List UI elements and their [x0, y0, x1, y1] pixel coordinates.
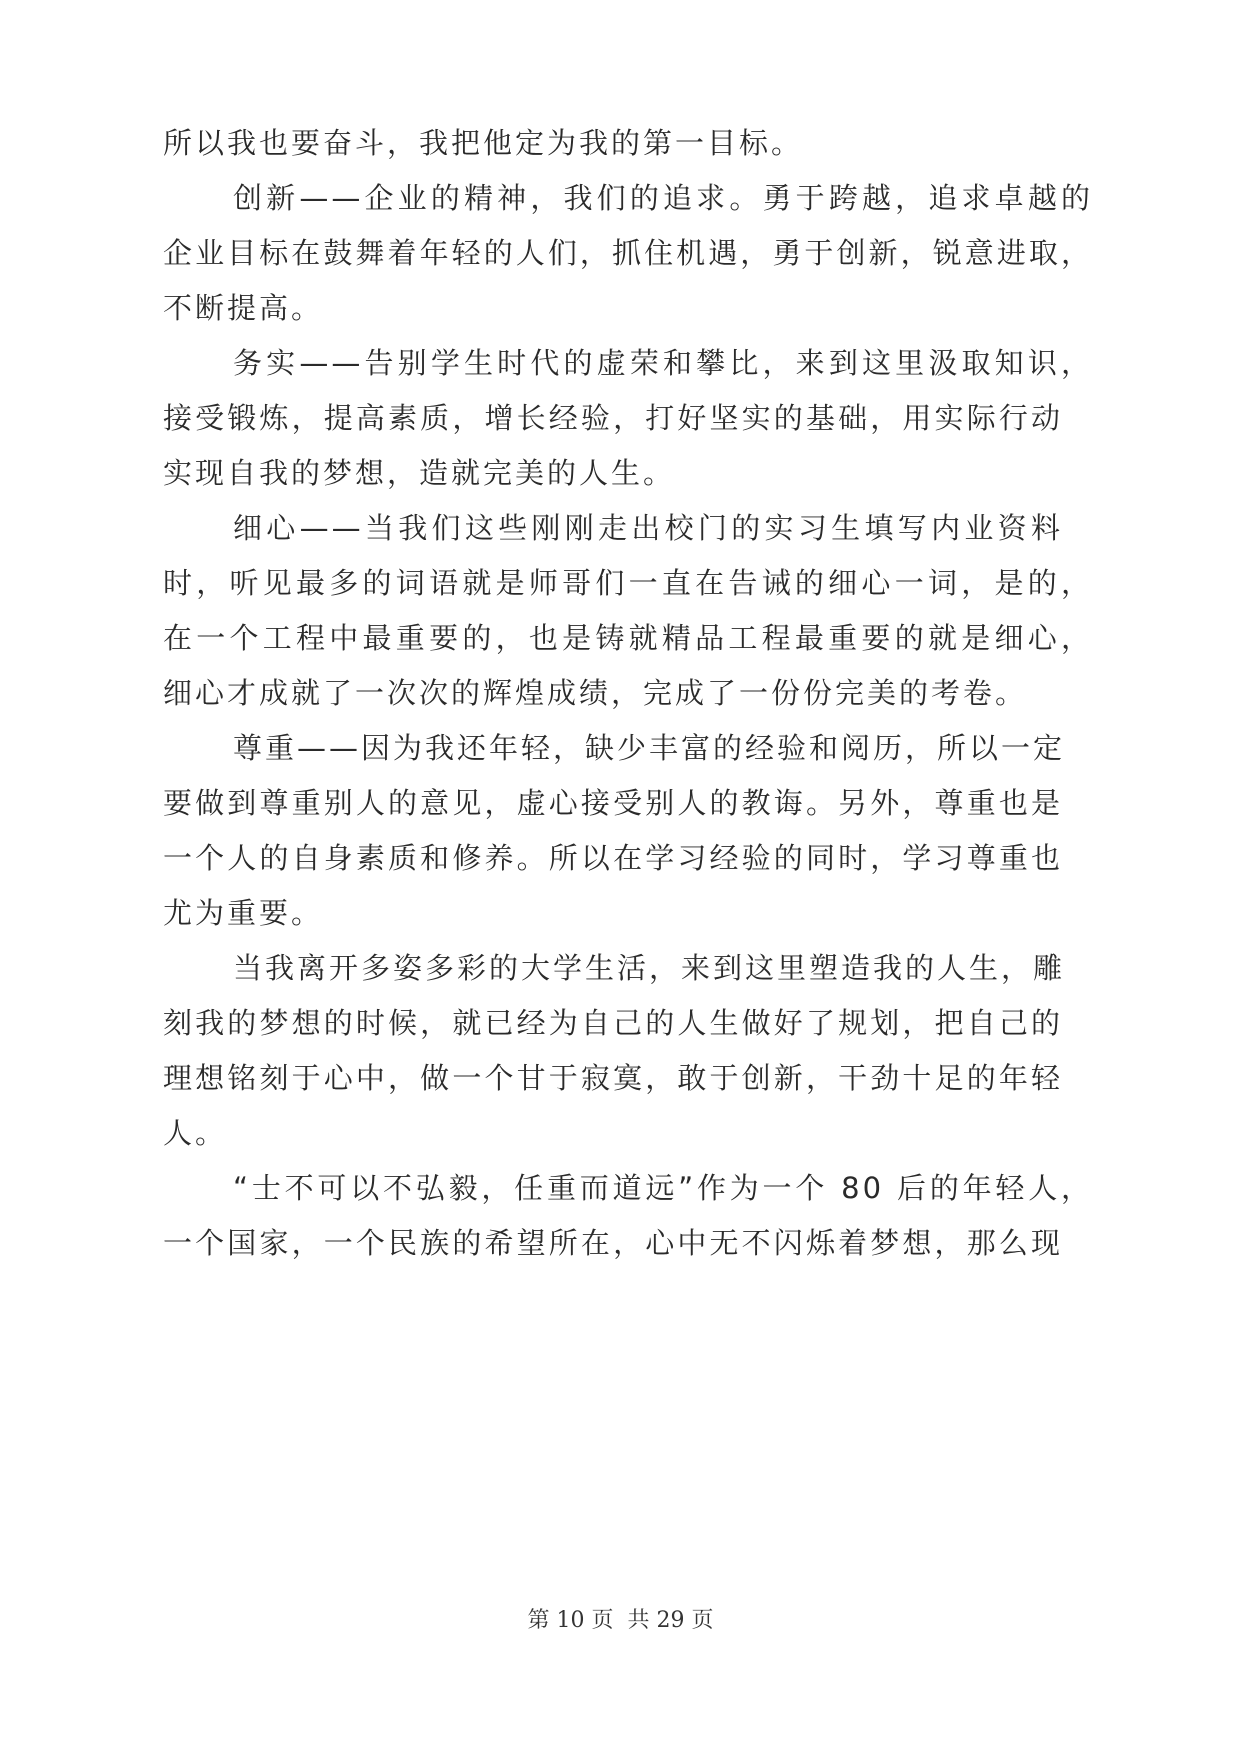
- text-line: 一个国家，一个民族的希望所在，心中无不闪烁着梦想，那么现: [163, 1226, 1063, 1260]
- text-line: 企业目标在鼓舞着年轻的人们，抓住机遇，勇于创新，锐意进取，: [163, 236, 1093, 270]
- text-line: 细心——当我们这些刚刚走出校门的实习生填写内业资料: [233, 511, 1063, 545]
- text-line: 务实——告别学生时代的虚荣和攀比，来到这里汲取知识，: [233, 346, 1093, 380]
- page-total: 共 29 页: [627, 1608, 714, 1633]
- text-line: 要做到尊重别人的意见，虚心接受别人的教诲。另外，尊重也是: [163, 786, 1063, 820]
- text-line: 尊重——因为我还年轻，缺少丰富的经验和阅历，所以一定: [233, 731, 1066, 765]
- text-line: 创新——企业的精神，我们的追求。勇于跨越，追求卓越的: [233, 181, 1093, 215]
- text-line: 人。: [163, 1116, 228, 1150]
- page-number: 第 10 页: [527, 1608, 614, 1633]
- text-line: 一个人的自身素质和修养。所以在学习经验的同时，学习尊重也: [163, 841, 1063, 875]
- text-line: 刻我的梦想的时候，就已经为自己的人生做好了规划，把自己的: [163, 1006, 1063, 1040]
- text-line: 尤为重要。: [163, 896, 324, 930]
- text-line: 细心才成就了一次次的辉煌成绩，完成了一份份完美的考卷。: [163, 676, 1028, 710]
- text-line: 理想铭刻于心中，做一个甘于寂寞，敢于创新，干劲十足的年轻: [163, 1061, 1063, 1095]
- text-line: 所以我也要奋斗，我把他定为我的第一目标。: [163, 126, 804, 160]
- text-line: 当我离开多姿多彩的大学生活，来到这里塑造我的人生，雕: [233, 951, 1066, 985]
- text-line: “士不可以不弘毅，任重而道远”作为一个 80 后的年轻人，: [233, 1171, 1093, 1205]
- text-line: 不断提高。: [163, 291, 324, 325]
- text-line: 在一个工程中最重要的，也是铸就精品工程最重要的就是细心，: [163, 621, 1093, 655]
- text-line: 实现自我的梦想，造就完美的人生。: [163, 456, 676, 490]
- page-footer: [0, 1606, 1241, 1636]
- text-line: 时，听见最多的词语就是师哥们一直在告诫的细心一词，是的，: [163, 566, 1093, 600]
- text-line: 接受锻炼，提高素质，增长经验，打好坚实的基础，用实际行动: [163, 401, 1063, 435]
